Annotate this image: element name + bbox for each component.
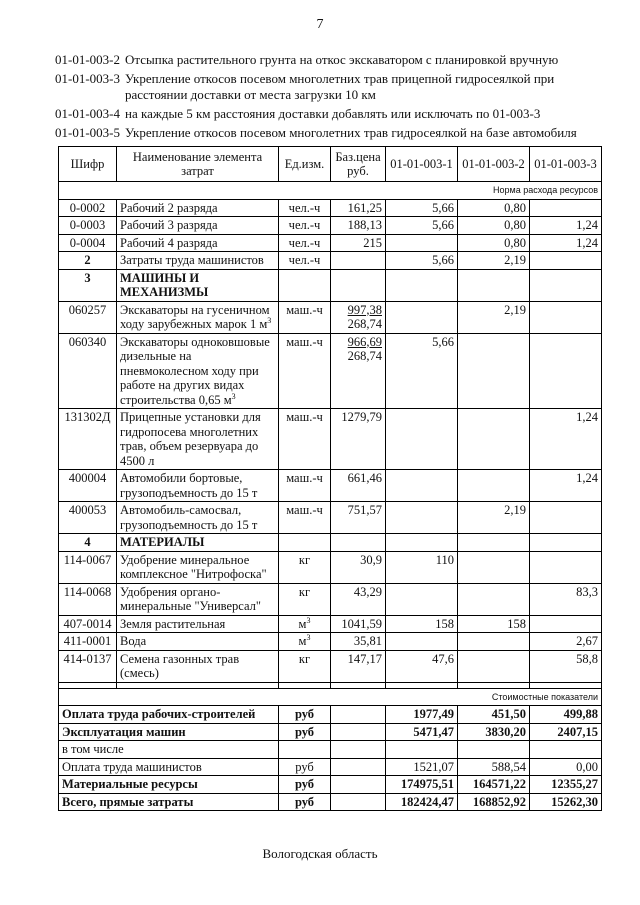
intro-text: Укрепление откосов посевом многолетних трав гидросеялкой на базе автомобиля xyxy=(125,125,577,140)
row-price xyxy=(331,583,386,615)
cost-row xyxy=(59,793,602,811)
row-unit-text: маш.-ч xyxy=(286,334,323,349)
cost-row xyxy=(59,723,602,741)
section-row xyxy=(59,534,602,552)
row-unit xyxy=(279,633,331,651)
header-code: Шифр xyxy=(59,147,117,182)
row-name-text: Прицепные установки для гидропосева многолетних трав, объем резервуара до 4500 л xyxy=(120,410,261,468)
cost-row xyxy=(59,741,602,759)
row-unit xyxy=(279,333,331,409)
row-name-sup: 3 xyxy=(231,391,236,401)
row-price-value: 161,25 xyxy=(347,200,382,215)
empty-cell xyxy=(331,723,386,741)
row-value-2: 2,19 xyxy=(458,252,530,270)
section-row xyxy=(59,269,602,301)
cost-value-2: 451,50 xyxy=(458,706,530,724)
table-row xyxy=(59,650,602,682)
cost-row xyxy=(59,706,602,724)
intro-item xyxy=(55,52,615,68)
row-value-3: 1,24 xyxy=(530,409,602,470)
row-price-value: 1279,79 xyxy=(341,410,382,424)
row-price xyxy=(331,650,386,682)
intro-item xyxy=(55,106,615,122)
row-unit xyxy=(279,409,331,470)
intro-text: Отсыпка растительного грунта на откос экскаватором с планировкой вручную xyxy=(125,52,559,67)
row-value-1 xyxy=(386,409,458,470)
cost-label: Оплата труда рабочих-строителей xyxy=(59,706,279,724)
row-code: 400053 xyxy=(59,502,117,534)
header-col3: 01-01-003-3 xyxy=(530,147,602,182)
row-code: 114-0068 xyxy=(59,583,117,615)
table-row xyxy=(59,333,602,409)
intro-text: Укрепление откосов посевом многолетних трав прицепной гидросеялкой при расстоянии доставки от места загрузки 10 км xyxy=(125,71,555,102)
row-unit-text: маш.-ч xyxy=(286,410,323,424)
cost-value-3: 12355,27 xyxy=(530,776,602,794)
row-value-1: 5,66 xyxy=(386,252,458,270)
section-title: МАТЕРИАЛЫ xyxy=(117,534,279,552)
cost-value-1: 182424,47 xyxy=(386,793,458,811)
table-row xyxy=(59,217,602,235)
row-value-3: 83,3 xyxy=(530,583,602,615)
cost-row xyxy=(59,776,602,794)
row-name-text: Рабочий 4 разряда xyxy=(120,235,218,250)
row-name-text: Вода xyxy=(120,634,147,648)
row-value-2: 0,80 xyxy=(458,199,530,217)
cost-value-3: 15262,30 xyxy=(530,793,602,811)
table-row xyxy=(59,502,602,534)
row-code: 2 xyxy=(59,252,117,270)
row-code: 414-0137 xyxy=(59,650,117,682)
cost-value-3: 0,00 xyxy=(530,758,602,776)
cost-value-1: 174975,51 xyxy=(386,776,458,794)
row-name xyxy=(117,470,279,502)
cost-label: Всего, прямые затраты xyxy=(59,793,279,811)
row-name-text: Автомобили бортовые, грузоподъемность до 15 т xyxy=(120,471,258,500)
header-unit: Ед.изм. xyxy=(279,147,331,182)
row-name xyxy=(117,409,279,470)
row-name-text: Удобрения органо-минеральные "Универсал" xyxy=(120,584,262,613)
row-value-1: 158 xyxy=(386,615,458,633)
row-unit-text: кг xyxy=(298,552,311,567)
empty-cell xyxy=(331,706,386,724)
table-row xyxy=(59,301,602,333)
row-name xyxy=(117,252,279,270)
section-code: 3 xyxy=(59,269,117,301)
row-price xyxy=(331,615,386,633)
row-value-1: 5,66 xyxy=(386,199,458,217)
row-unit xyxy=(279,551,331,583)
cost-row xyxy=(59,758,602,776)
section-title: МАШИНЫ И МЕХАНИЗМЫ xyxy=(117,269,279,301)
row-value-1 xyxy=(386,470,458,502)
row-unit-text: маш.-ч xyxy=(286,471,323,485)
row-value-2: 2,19 xyxy=(458,502,530,534)
norm-note-row-text: Норма расхода ресурсов xyxy=(59,182,602,200)
row-value-2: 2,19 xyxy=(458,301,530,333)
cost-value-1: 5471,47 xyxy=(386,723,458,741)
row-price-value: 188,13 xyxy=(347,218,382,232)
row-name-text: Рабочий 2 разряда xyxy=(120,200,218,215)
row-name-text: Затраты труда машинистов xyxy=(120,253,264,267)
row-name xyxy=(117,502,279,534)
table-row xyxy=(59,615,602,633)
row-price-value: 661,46 xyxy=(347,471,382,485)
row-name xyxy=(117,583,279,615)
row-value-3 xyxy=(530,615,602,633)
row-value-1: 5,66 xyxy=(386,333,458,409)
row-value-1 xyxy=(386,234,458,252)
row-unit-text: кг xyxy=(298,651,311,666)
cost-label: в том числе xyxy=(59,741,279,759)
row-price-top: 997,38 xyxy=(347,302,382,317)
row-price-value: 751,57 xyxy=(347,503,382,517)
table-header-row xyxy=(59,147,602,182)
row-name-text: Рабочий 3 разряда xyxy=(120,218,218,232)
row-name xyxy=(117,615,279,633)
row-value-1 xyxy=(386,633,458,651)
row-code: 407-0014 xyxy=(59,615,117,633)
row-name-text: Экскаваторы одноковшовые дизельные на пневмоколесном ходу при работе на других видах строительства 0,65 м xyxy=(120,334,270,407)
row-name-text: Экскаваторы на гусеничном ходу зарубежных марок 1 м xyxy=(120,302,270,331)
row-price xyxy=(331,633,386,651)
table-row xyxy=(59,234,602,252)
row-code: 0-0003 xyxy=(59,217,117,235)
row-value-1 xyxy=(386,502,458,534)
cost-note-row-text: Стоимостные показатели xyxy=(59,688,602,706)
row-value-2 xyxy=(458,583,530,615)
empty-cell xyxy=(331,534,386,552)
row-unit xyxy=(279,615,331,633)
cost-unit: руб xyxy=(279,723,331,741)
empty-cell xyxy=(530,269,602,301)
empty-cell xyxy=(279,534,331,552)
resource-table xyxy=(58,146,602,811)
row-name xyxy=(117,199,279,217)
table-body xyxy=(59,182,602,811)
row-code: 131302Д xyxy=(59,409,117,470)
row-name xyxy=(117,650,279,682)
table-row xyxy=(59,409,602,470)
cost-unit: руб xyxy=(279,793,331,811)
cost-label: Эксплуатация машин xyxy=(59,723,279,741)
row-value-3: 58,8 xyxy=(530,650,602,682)
norm-note-row xyxy=(59,182,602,200)
row-name xyxy=(117,551,279,583)
row-price-value: 147,17 xyxy=(347,651,382,666)
row-price xyxy=(331,551,386,583)
header-price: Баз.цена руб. xyxy=(331,147,386,182)
empty-cell xyxy=(331,776,386,794)
row-name xyxy=(117,333,279,409)
empty-cell xyxy=(331,758,386,776)
row-price xyxy=(331,199,386,217)
row-price-value: 35,81 xyxy=(353,634,382,648)
row-code: 060257 xyxy=(59,301,117,333)
cost-value-3 xyxy=(530,741,602,759)
row-value-3: 1,24 xyxy=(530,217,602,235)
cost-unit: руб xyxy=(279,776,331,794)
cost-label: Оплата труда машинистов xyxy=(59,758,279,776)
row-value-2 xyxy=(458,333,530,409)
row-price xyxy=(331,409,386,470)
row-unit-text: кг xyxy=(298,584,311,599)
row-value-3 xyxy=(530,551,602,583)
row-value-2: 158 xyxy=(458,615,530,633)
empty-cell xyxy=(458,269,530,301)
row-name-text: Автомобиль-самосвал, грузоподъемность до 15 т xyxy=(120,503,258,532)
row-value-2 xyxy=(458,650,530,682)
intro-text: на каждые 5 км расстояния доставки добавлять или исключать по 01-003-3 xyxy=(125,106,541,121)
row-price-value: 1041,59 xyxy=(341,616,382,631)
cost-unit: руб xyxy=(279,758,331,776)
page-number: 7 xyxy=(316,17,324,32)
row-unit xyxy=(279,301,331,333)
row-name xyxy=(117,301,279,333)
row-value-1 xyxy=(386,301,458,333)
row-value-3: 1,24 xyxy=(530,234,602,252)
row-value-3 xyxy=(530,301,602,333)
row-name-text: Удобрение минеральное комплексное "Нитрофоска" xyxy=(120,552,267,581)
empty-cell xyxy=(279,269,331,301)
row-value-2: 0,80 xyxy=(458,234,530,252)
row-price-value: 268,74 xyxy=(347,349,382,363)
intro-item xyxy=(55,71,615,103)
cost-value-2: 164571,22 xyxy=(458,776,530,794)
row-unit xyxy=(279,583,331,615)
row-value-3 xyxy=(530,199,602,217)
row-price xyxy=(331,217,386,235)
empty-cell xyxy=(386,534,458,552)
row-name xyxy=(117,234,279,252)
empty-cell xyxy=(331,793,386,811)
row-price-top: 966,69 xyxy=(347,334,382,349)
cost-value-1 xyxy=(386,741,458,759)
row-value-1: 5,66 xyxy=(386,217,458,235)
row-value-3 xyxy=(530,252,602,270)
cost-value-2: 3830,20 xyxy=(458,723,530,741)
cost-unit xyxy=(279,741,331,759)
row-unit-text: маш.-ч xyxy=(286,503,323,517)
row-code: 400004 xyxy=(59,470,117,502)
cost-value-3: 2407,15 xyxy=(530,723,602,741)
row-price xyxy=(331,502,386,534)
cost-value-1: 1977,49 xyxy=(386,706,458,724)
row-price-value: 43,29 xyxy=(353,584,382,599)
cost-note-row xyxy=(59,688,602,706)
cost-value-1: 1521,07 xyxy=(386,758,458,776)
cost-value-3: 499,88 xyxy=(530,706,602,724)
row-unit xyxy=(279,502,331,534)
row-unit-text: чел.-ч xyxy=(288,200,321,215)
footer-region: Вологодская область xyxy=(262,846,378,861)
row-unit-text: чел.-ч xyxy=(288,235,321,250)
row-unit xyxy=(279,252,331,270)
row-unit xyxy=(279,217,331,235)
row-code: 060340 xyxy=(59,333,117,409)
row-unit xyxy=(279,650,331,682)
row-name xyxy=(117,633,279,651)
row-name-text: Семена газонных трав (смесь) xyxy=(120,651,240,680)
row-unit-text: м xyxy=(298,634,307,648)
row-unit-sup: 3 xyxy=(306,632,311,642)
cost-value-2: 168852,92 xyxy=(458,793,530,811)
row-price xyxy=(331,333,386,409)
empty-cell xyxy=(530,534,602,552)
empty-cell xyxy=(458,534,530,552)
row-value-3: 2,67 xyxy=(530,633,602,651)
row-code: 0-0002 xyxy=(59,199,117,217)
row-value-2: 0,80 xyxy=(458,217,530,235)
row-value-3: 1,24 xyxy=(530,470,602,502)
row-value-1 xyxy=(386,583,458,615)
row-price-value: 30,9 xyxy=(360,552,382,567)
empty-cell xyxy=(331,269,386,301)
header-name: Наименование элемента затрат xyxy=(117,147,279,182)
row-value-3 xyxy=(530,333,602,409)
row-price xyxy=(331,234,386,252)
row-unit-sup: 3 xyxy=(306,615,311,625)
table-row xyxy=(59,551,602,583)
table-row xyxy=(59,199,602,217)
row-unit xyxy=(279,234,331,252)
header-col2: 01-01-003-2 xyxy=(458,147,530,182)
header-col1: 01-01-003-1 xyxy=(386,147,458,182)
row-value-1: 110 xyxy=(386,551,458,583)
row-value-2 xyxy=(458,409,530,470)
row-code: 0-0004 xyxy=(59,234,117,252)
cost-unit: руб xyxy=(279,706,331,724)
row-unit xyxy=(279,470,331,502)
table-row xyxy=(59,470,602,502)
row-unit-text: маш.-ч xyxy=(286,302,323,317)
row-name-text: Земля растительная xyxy=(120,616,226,631)
intro-code: 01-01-003-2 xyxy=(55,52,120,67)
intro-code: 01-01-003-3 xyxy=(55,71,120,86)
row-value-2 xyxy=(458,551,530,583)
row-unit-text: м xyxy=(298,616,307,631)
row-price xyxy=(331,470,386,502)
intro-code: 01-01-003-5 xyxy=(55,125,120,140)
row-value-3 xyxy=(530,502,602,534)
row-code: 114-0067 xyxy=(59,551,117,583)
row-unit xyxy=(279,199,331,217)
row-unit-text: чел.-ч xyxy=(288,218,321,232)
intro-list xyxy=(55,52,615,144)
row-value-2 xyxy=(458,470,530,502)
row-price xyxy=(331,252,386,270)
row-value-1: 47,6 xyxy=(386,650,458,682)
row-unit-text: чел.-ч xyxy=(288,253,321,267)
row-value-2 xyxy=(458,633,530,651)
empty-cell xyxy=(331,741,386,759)
row-name-sup: 3 xyxy=(267,315,272,325)
intro-item xyxy=(55,125,615,141)
cost-value-2 xyxy=(458,741,530,759)
table-row xyxy=(59,583,602,615)
row-name xyxy=(117,217,279,235)
section-code: 4 xyxy=(59,534,117,552)
cost-label: Материальные ресурсы xyxy=(59,776,279,794)
row-price-value: 215 xyxy=(363,235,382,250)
empty-cell xyxy=(386,269,458,301)
cost-value-2: 588,54 xyxy=(458,758,530,776)
intro-code: 01-01-003-4 xyxy=(55,106,120,121)
row-price-value: 268,74 xyxy=(347,317,382,331)
row-price xyxy=(331,301,386,333)
table-row xyxy=(59,633,602,651)
table-row xyxy=(59,252,602,270)
row-code: 411-0001 xyxy=(59,633,117,651)
